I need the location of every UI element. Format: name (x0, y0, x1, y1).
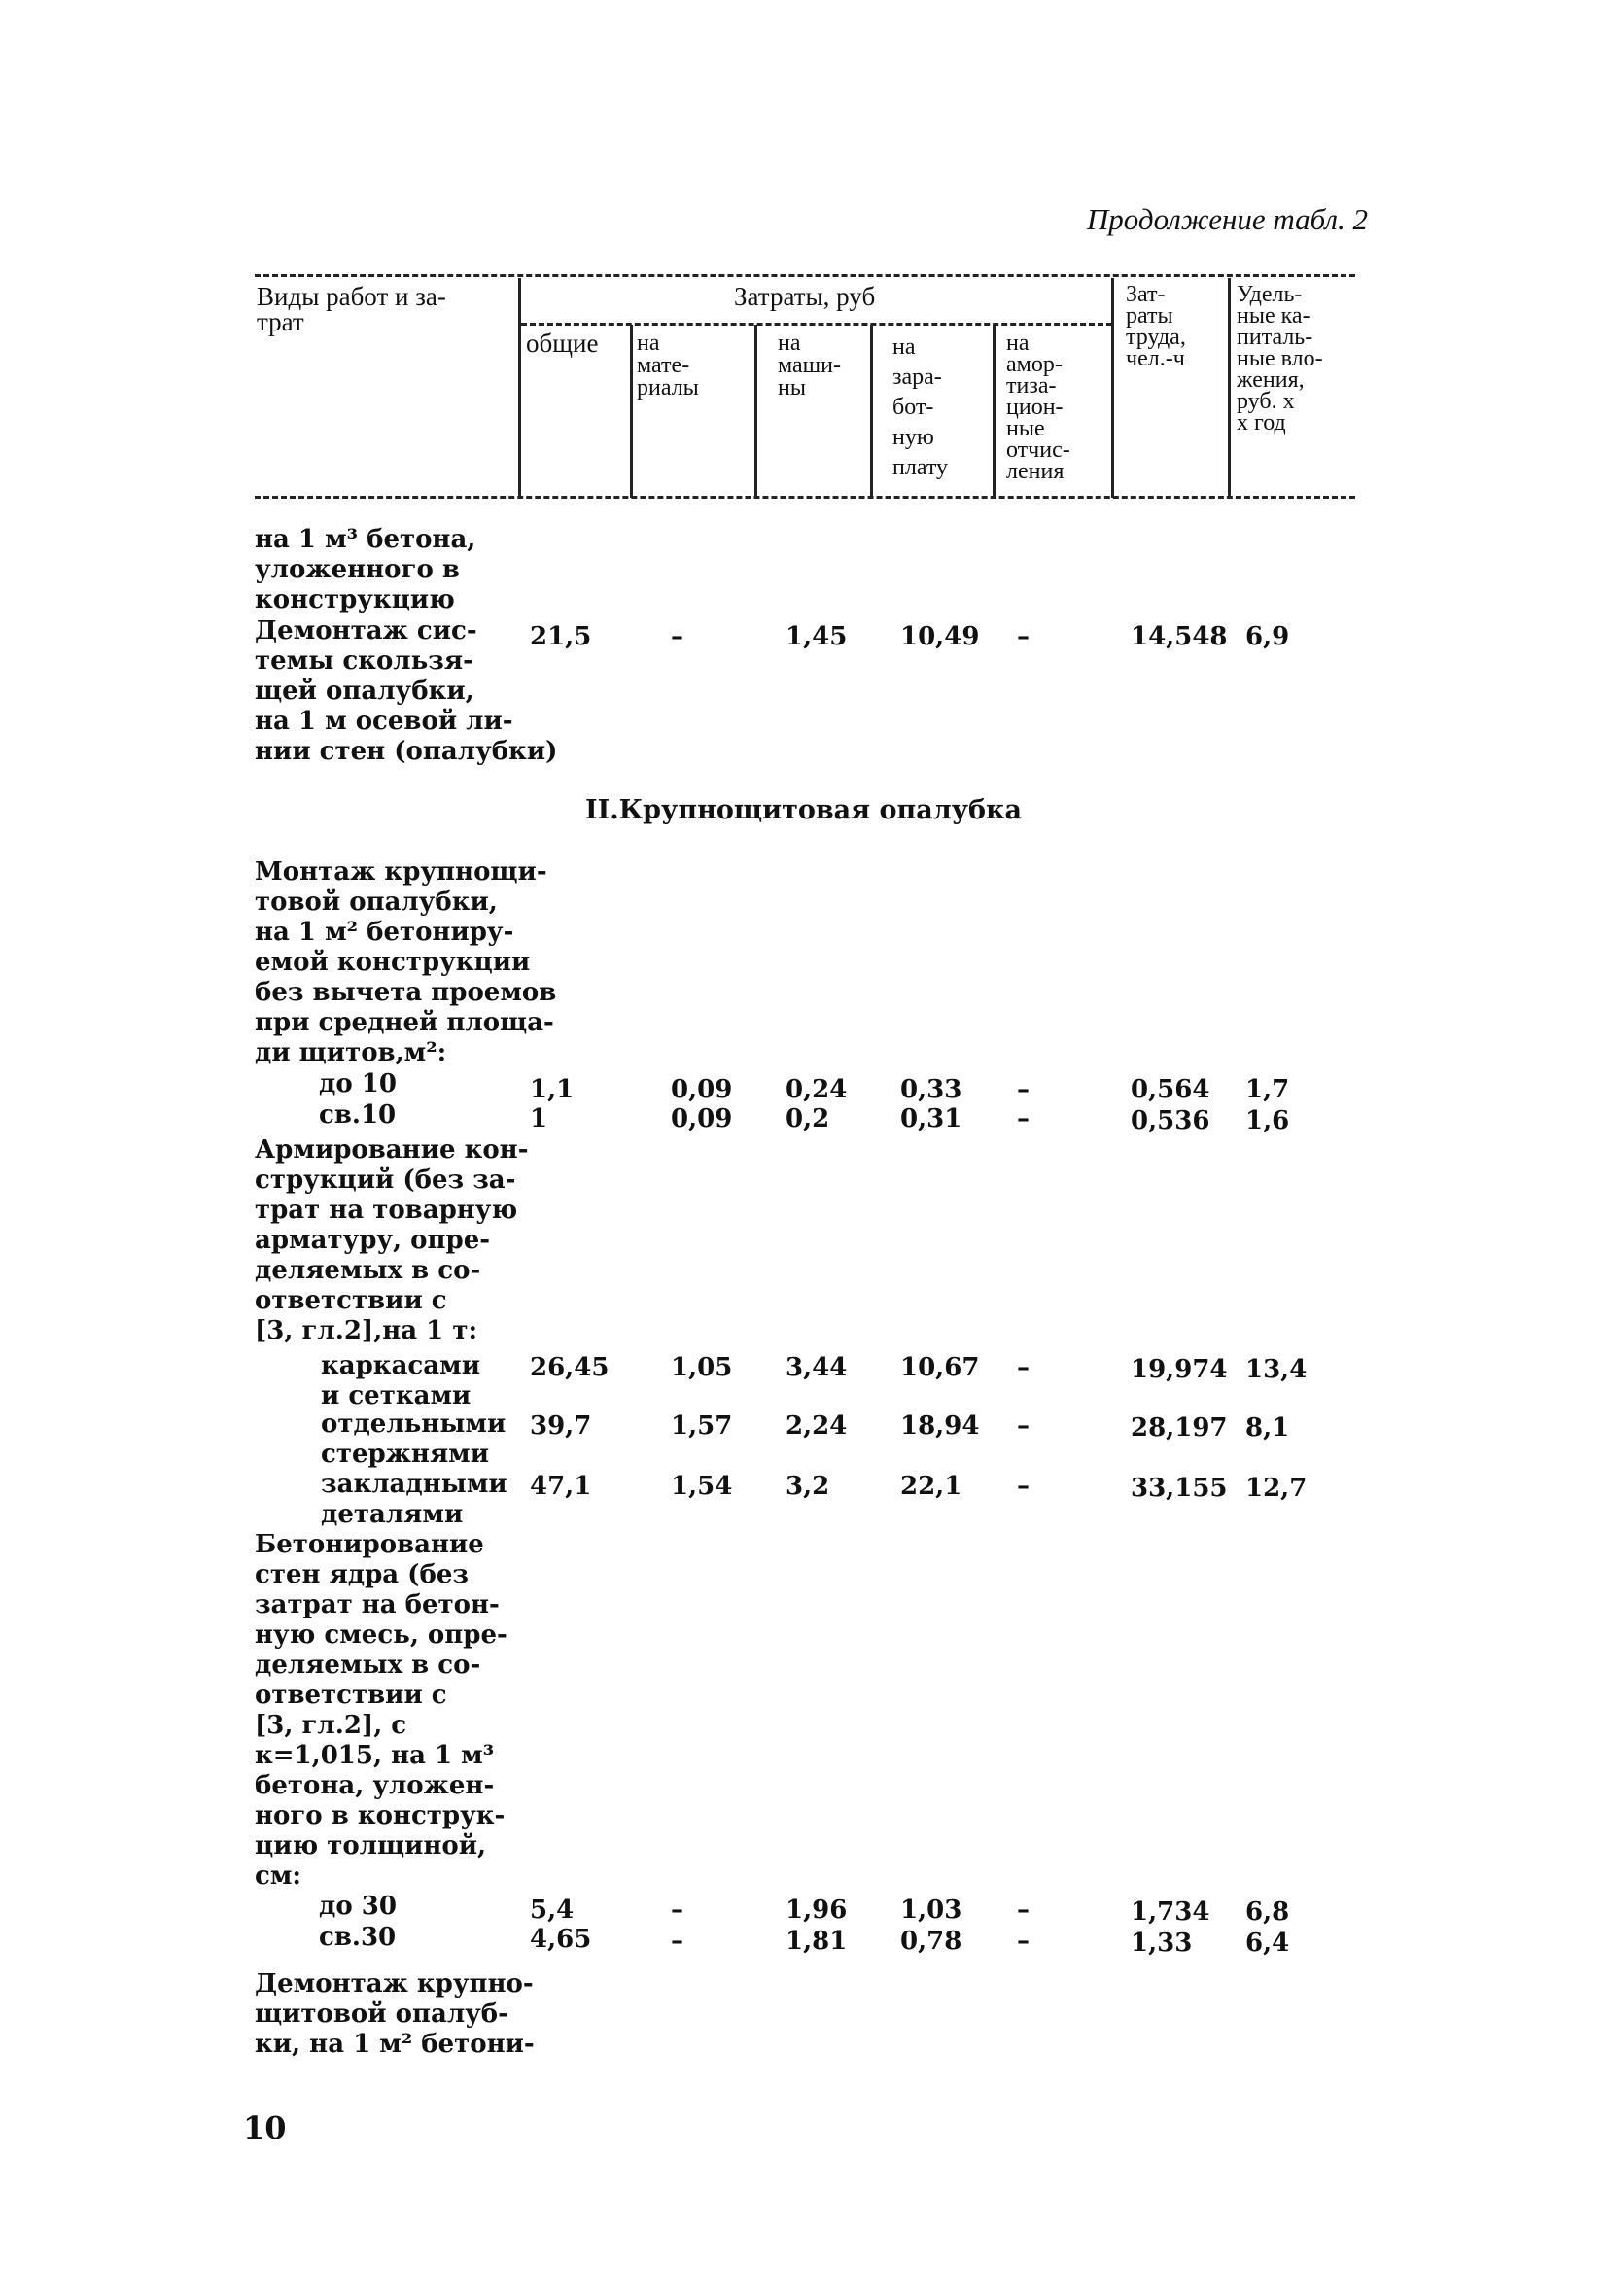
row-label: Бетонирование стен ядра (без затрат на бетон- ную смесь, опре- деляемых в со- ответствии с [3, гл.2], с к=1,015, на 1 м³ бетона, уложен- ного в конструк- цию толщиной, см: (255, 1530, 507, 1891)
cell-wages: 1,03 (900, 1896, 962, 1925)
cell-amortization: – (1017, 1927, 1030, 1956)
cell-machines: 0,2 (786, 1104, 830, 1133)
cell-total: 47,1 (530, 1472, 592, 1501)
cell-wages: 22,1 (900, 1472, 962, 1501)
header-materials: на мате- риалы (637, 330, 699, 400)
cell-capital: 13,4 (1245, 1355, 1308, 1384)
cell-machines: 3,2 (786, 1472, 830, 1501)
cell-amortization: – (1017, 1411, 1030, 1441)
cell-total: 21,5 (530, 622, 592, 651)
row-label: Демонтаж крупно- щитовой опалуб- ки, на 1 м² бетони- (255, 1969, 535, 2059)
cell-wages: 0,31 (900, 1104, 962, 1133)
cell-materials: 1,57 (671, 1411, 733, 1441)
row-label: Армирование кон- струкций (без за- трат на товарную арматуру, опре- деляемых в со- ответствии с [3, гл.2],на 1 т: (255, 1135, 529, 1345)
cell-capital: 1,7 (1245, 1075, 1290, 1104)
cell-capital: 1,6 (1245, 1106, 1290, 1135)
header-labor: Зат- раты труда, чел.-ч (1126, 282, 1186, 371)
cell-capital: 12,7 (1245, 1474, 1308, 1503)
row-label: каркасами и сетками (321, 1351, 480, 1410)
cell-materials: 0,09 (671, 1075, 733, 1104)
cell-amortization: – (1017, 1353, 1030, 1382)
cell-materials: 1,05 (671, 1353, 733, 1382)
cell-labor: 1,734 (1131, 1897, 1210, 1927)
cell-labor: 14,548 (1131, 622, 1228, 651)
header-vline (993, 325, 996, 498)
cell-materials: 0,09 (671, 1104, 733, 1133)
cell-total: 26,45 (530, 1353, 610, 1382)
cell-materials: – (671, 1927, 683, 1956)
cell-wages: 0,78 (900, 1927, 962, 1956)
cell-wages: 18,94 (900, 1411, 980, 1441)
row-label: до 10 (319, 1069, 397, 1098)
cell-wages: 10,67 (900, 1353, 980, 1382)
header-vline (870, 325, 873, 498)
cell-machines: 1,45 (786, 622, 848, 651)
cell-capital: 6,4 (1245, 1929, 1290, 1958)
row-label: на 1 м³ бетона, уложенного в конструкцию (255, 525, 476, 614)
cell-capital: 8,1 (1245, 1413, 1290, 1443)
cell-amortization: – (1017, 1896, 1030, 1925)
header-total: общие (526, 329, 599, 358)
cell-labor: 0,564 (1131, 1075, 1210, 1104)
header-vline (1228, 278, 1231, 498)
header-vline (630, 325, 633, 498)
cell-total: 4,65 (530, 1925, 592, 1954)
table-caption: Продолжение табл. 2 (1086, 202, 1368, 236)
cell-labor: 19,974 (1131, 1355, 1228, 1384)
header-vline (1111, 278, 1114, 498)
row-label: до 30 (319, 1892, 397, 1921)
header-work-types: Виды работ и за- трат (257, 282, 446, 336)
cell-machines: 3,44 (786, 1353, 848, 1382)
cell-capital: 6,9 (1245, 622, 1290, 651)
header-vline (518, 278, 521, 498)
row-label: закладными деталями (321, 1470, 507, 1529)
cell-capital: 6,8 (1245, 1897, 1290, 1927)
row-label: св.30 (319, 1923, 397, 1952)
cell-amortization: – (1017, 1075, 1030, 1104)
header-machines: на маши- ны (778, 330, 841, 400)
page-number: 10 (243, 2109, 287, 2146)
cell-amortization: – (1017, 622, 1030, 651)
cell-total: 1,1 (530, 1075, 575, 1104)
cell-total: 1 (530, 1104, 548, 1133)
cell-amortization: – (1017, 1104, 1030, 1133)
header-top-rule (255, 274, 1355, 277)
row-label: Монтаж крупнощи- товой опалубки, на 1 м² бетониру- емой конструкции без вычета проемов при средней площа- ди щитов,м²: (255, 857, 557, 1067)
cell-wages: 10,49 (900, 622, 980, 651)
cell-labor: 0,536 (1131, 1106, 1210, 1135)
header-wages: на зара- бот- ную плату (892, 334, 949, 480)
cell-amortization: – (1017, 1472, 1030, 1501)
cell-machines: 0,24 (786, 1075, 848, 1104)
cell-labor: 28,197 (1131, 1413, 1228, 1443)
cell-materials: 1,54 (671, 1472, 733, 1501)
cell-labor: 1,33 (1131, 1929, 1193, 1958)
row-label: св.10 (319, 1100, 397, 1130)
header-amortization: на амор- тиза- цион- ные отчис- ления (1006, 330, 1070, 484)
cell-labor: 33,155 (1131, 1474, 1228, 1503)
cell-wages: 0,33 (900, 1075, 962, 1104)
cell-materials: – (671, 622, 683, 651)
cell-materials: – (671, 1896, 683, 1925)
header-sub-rule (521, 323, 1112, 326)
row-label: Демонтаж сис- темы скользя- щей опалубки, на 1 м осевой ли- нии стен (опалубки) (255, 616, 558, 766)
cell-total: 5,4 (530, 1896, 575, 1925)
cell-machines: 1,81 (786, 1927, 848, 1956)
row-label: отдельными стержнями (321, 1409, 507, 1469)
header-vline (754, 325, 757, 498)
section-title: II.Крупнощитовая опалубка (584, 795, 1023, 825)
cell-machines: 1,96 (786, 1896, 848, 1925)
cell-total: 39,7 (530, 1411, 592, 1441)
cell-machines: 2,24 (786, 1411, 848, 1441)
header-capital: Удель- ные ка- питаль- ные вло- жения, руб. х х год (1237, 282, 1323, 435)
header-bottom-rule (255, 496, 1355, 499)
header-costs-group: Затраты, руб (734, 282, 876, 311)
